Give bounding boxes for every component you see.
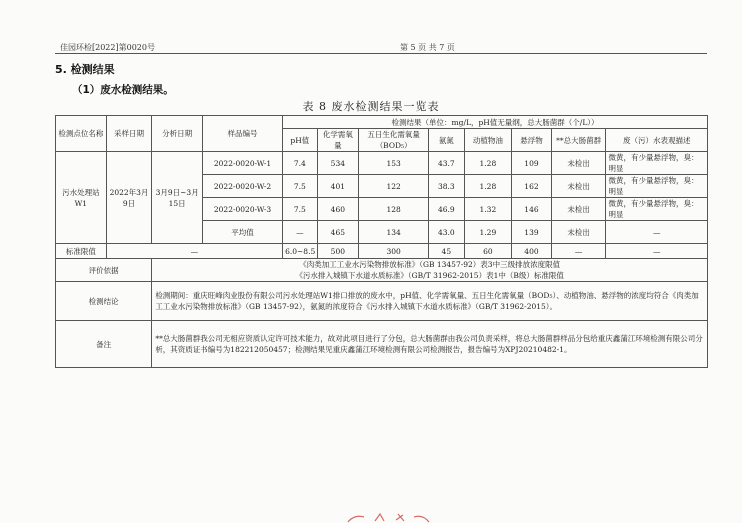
section-title: 5. 检测结果 — [55, 63, 115, 76]
point-name: 污水处理站W1 — [56, 152, 107, 244]
basis-line-2: 《污水排入城镇下水道水质标准》（GB/T 31962-2015）表1中（B级）标准限值 — [295, 271, 564, 280]
conclusion-text: 检测期间：重庆旺峰肉业股份有限公司污水处理站W1排口排放的废水中，pH值、化学需氧量、五日生化需氧量（BOD₅）、动植物油、悬浮物的浓度均符合《肉类加工工业水污染物排放标准》（GB 13457-92），氨氮的浓度符合《污水排入城镇下水道水质标准》（GB/T 31962-2015）。 — [152, 282, 708, 321]
average-label: 平均值 — [203, 221, 283, 244]
basis-text — [152, 259, 708, 282]
limit-row — [56, 244, 708, 259]
sample-date: 2022年3月9日 — [106, 152, 152, 244]
cell-oil: 1.28 — [464, 175, 512, 198]
remark-row — [56, 321, 708, 368]
cell-ph: 7.5 — [283, 198, 317, 221]
cell-appearance: 微黄，有少量悬浮物，臭：明显 — [606, 198, 708, 221]
cell-appearance: 微黄，有少量悬浮物，臭：明显 — [606, 152, 708, 175]
avg-ammonia: 43.0 — [429, 221, 464, 244]
header-appearance: 废（污）水表观描述 — [606, 129, 708, 152]
avg-ss: 139 — [512, 221, 552, 244]
limit-coliform: — — [551, 244, 606, 259]
header-divider — [55, 53, 707, 54]
cell-oil: 1.28 — [464, 152, 512, 175]
header-results: 检测结果（单位：mg/L，pH值无量纲，总大肠菌群（个/L）） — [283, 116, 708, 129]
wastewater-table — [55, 115, 708, 368]
cell-bod5: 128 — [359, 198, 429, 221]
basis-line-1: 《肉类加工工业水污染物排放标准》（GB 13457-92）表3中三级排放浓度限值 — [299, 260, 561, 269]
limit-ss: 400 — [512, 244, 552, 259]
cell-appearance: 微黄，有少量悬浮物，臭：明显 — [606, 175, 708, 198]
cell-cod: 401 — [317, 175, 359, 198]
page-info: 第 5 页 共 7 页 — [400, 43, 455, 52]
cell-cod: 460 — [317, 198, 359, 221]
header-sample-date: 采样日期 — [106, 116, 152, 152]
header-analysis-date: 分析日期 — [152, 116, 203, 152]
header-cod: 化学需氧量 — [317, 129, 359, 152]
avg-cod: 465 — [317, 221, 359, 244]
table-caption: 表 8 废水检测结果一览表 — [302, 100, 440, 113]
cell-ammonia: 46.9 — [429, 198, 464, 221]
cell-ph: 7.4 — [283, 152, 317, 175]
header-ammonia: 氨氮 — [429, 129, 464, 152]
limit-ph: 6.0~8.5 — [283, 244, 317, 259]
cell-ammonia: 43.7 — [429, 152, 464, 175]
limit-ammonia: 45 — [429, 244, 464, 259]
sample-id: 2022-0020-W-1 — [203, 152, 283, 175]
cell-oil: 1.32 — [464, 198, 512, 221]
sample-id: 2022-0020-W-2 — [203, 175, 283, 198]
table-row — [56, 152, 708, 175]
cell-bod5: 122 — [359, 175, 429, 198]
cell-ss: 109 — [512, 152, 552, 175]
limit-bod5: 300 — [359, 244, 429, 259]
limit-label: 标准限值 — [56, 244, 107, 259]
basis-row — [56, 259, 708, 282]
conclusion-label: 检测结论 — [56, 282, 152, 321]
header-ph: pH值 — [283, 129, 317, 152]
avg-appearance: — — [606, 221, 708, 244]
limit-dash: — — [106, 244, 282, 259]
avg-coliform: 未检出 — [551, 221, 606, 244]
conclusion-row — [56, 282, 708, 321]
cell-ss: 162 — [512, 175, 552, 198]
header-bod5: 五日生化需氧量（BOD₅） — [359, 129, 429, 152]
limit-oil: 60 — [464, 244, 512, 259]
avg-bod5: 134 — [359, 221, 429, 244]
cell-ph: 7.5 — [283, 175, 317, 198]
header-ss: 悬浮物 — [512, 129, 552, 152]
cell-coliform: 未检出 — [551, 198, 606, 221]
cell-coliform: 未检出 — [551, 152, 606, 175]
limit-appearance: — — [606, 244, 708, 259]
report-number: 佳园环检[2022]第0020号 — [60, 43, 155, 52]
section-subtitle: （1）废水检测结果。 — [72, 84, 174, 96]
header-coliform: **总大肠菌群 — [551, 129, 606, 152]
sample-id: 2022-0020-W-3 — [203, 198, 283, 221]
cell-ss: 146 — [512, 198, 552, 221]
avg-oil: 1.29 — [464, 221, 512, 244]
basis-label: 评价依据 — [56, 259, 152, 282]
red-stamp-fragment — [330, 508, 440, 523]
header-oil: 动植物油 — [464, 129, 512, 152]
header-sample-no: 样品编号 — [203, 116, 283, 152]
header-point: 检测点位名称 — [56, 116, 107, 152]
remark-label: 备注 — [56, 321, 152, 368]
limit-cod: 500 — [317, 244, 359, 259]
analysis-date: 3月9日~3月15日 — [152, 152, 203, 244]
avg-ph: — — [283, 221, 317, 244]
cell-bod5: 153 — [359, 152, 429, 175]
cell-cod: 534 — [317, 152, 359, 175]
cell-coliform: 未检出 — [551, 175, 606, 198]
cell-ammonia: 38.3 — [429, 175, 464, 198]
remark-text: **总大肠菌群我公司无相应资质认定许可技术能力，故对此项目进行了分包，总大肠菌群由我公司负责采样，将总大肠菌群样品分包给重庆鑫蒲江环境检测有限公司分析，其资质证书编号为182212050457；检测结果见重庆鑫蒲江环境检测有限公司检测报告，报告编号为XPJ20210482-1。 — [152, 321, 708, 368]
